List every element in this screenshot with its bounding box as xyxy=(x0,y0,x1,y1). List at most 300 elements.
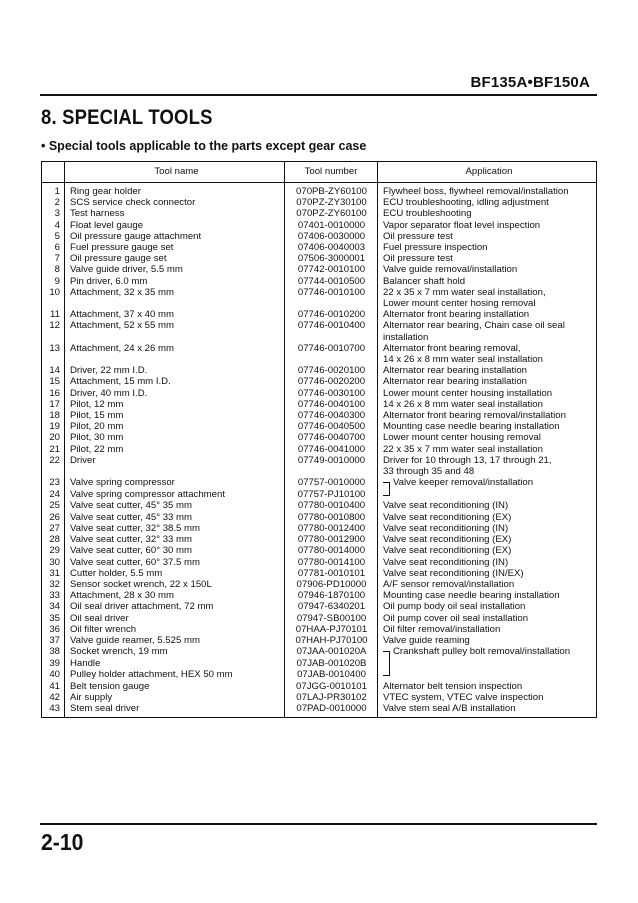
application-line xyxy=(383,220,594,231)
application-line xyxy=(383,590,594,601)
tool-number: 07JAB-001020B xyxy=(285,658,378,669)
table-row xyxy=(42,658,597,669)
tool-name: Pilot, 15 mm xyxy=(65,410,285,421)
tool-application xyxy=(378,613,597,624)
table-row xyxy=(42,242,597,253)
application-text: Balancer shaft hold xyxy=(383,275,466,287)
application-line xyxy=(383,242,594,253)
tool-name: Stem seal driver xyxy=(65,703,285,718)
tool-index: 7 xyxy=(42,253,65,264)
application-line xyxy=(383,466,594,477)
table-row xyxy=(42,376,597,387)
table-row xyxy=(42,534,597,545)
tool-index: 23 xyxy=(42,477,65,489)
application-text: 22 x 35 x 7 mm water seal installation xyxy=(383,443,543,455)
application-text: Valve seat reconditioning (EX) xyxy=(383,534,512,546)
tool-application xyxy=(378,512,597,523)
tool-application xyxy=(378,388,597,399)
group-bracket xyxy=(383,651,390,658)
group-bracket xyxy=(383,669,390,676)
tool-index: 30 xyxy=(42,557,65,568)
table-row xyxy=(42,399,597,410)
tool-application xyxy=(378,309,597,320)
tool-index: 16 xyxy=(42,388,65,399)
table-row xyxy=(42,523,597,534)
tool-name: Socket wrench, 19 mm xyxy=(65,646,285,658)
application-text: Valve guide reaming xyxy=(383,634,470,646)
tool-index: 3 xyxy=(42,208,65,219)
application-line xyxy=(383,579,594,590)
application-text: Oil pump cover oil seal installation xyxy=(383,612,529,624)
tool-name: Oil filter wrench xyxy=(65,624,285,635)
table-row xyxy=(42,421,597,432)
tool-application xyxy=(378,376,597,387)
tool-application xyxy=(378,658,597,669)
table-row xyxy=(42,388,597,399)
application-line xyxy=(383,512,594,523)
tool-application xyxy=(378,624,597,635)
tool-application xyxy=(378,534,597,545)
tool-application xyxy=(378,635,597,646)
table-row xyxy=(42,320,597,342)
application-text: Alternator front bearing installation xyxy=(383,309,530,321)
application-line xyxy=(383,309,594,320)
tool-application xyxy=(378,399,597,410)
application-line xyxy=(383,613,594,624)
application-text: A/F sensor removal/installation xyxy=(383,578,515,590)
tool-application xyxy=(378,601,597,612)
application-text: Lower mount center housing removal xyxy=(383,432,541,444)
tool-number: 070PZ-ZY60100 xyxy=(285,208,378,219)
tool-number: 07401-0010000 xyxy=(285,220,378,231)
table-row xyxy=(42,579,597,590)
table-row xyxy=(42,601,597,612)
tool-name: Attachment, 15 mm I.D. xyxy=(65,376,285,387)
tool-application xyxy=(378,242,597,253)
tool-index: 25 xyxy=(42,500,65,511)
application-text: 33 through 35 and 48 xyxy=(383,466,475,478)
tool-number: 070PZ-ZY30100 xyxy=(285,197,378,208)
application-text: Oil pressure test xyxy=(383,253,453,265)
special-tools-table xyxy=(41,161,597,718)
group-bracket xyxy=(383,482,390,489)
tool-number: 07746-0040100 xyxy=(285,399,378,410)
tool-application xyxy=(378,455,597,477)
tool-application xyxy=(378,477,597,489)
tool-number: 07506-3000001 xyxy=(285,253,378,264)
tool-number: 07746-0010700 xyxy=(285,343,378,365)
application-text: Valve seat reconditioning (IN) xyxy=(383,500,509,512)
table-row xyxy=(42,197,597,208)
tool-index: 12 xyxy=(42,320,65,342)
application-line xyxy=(383,534,594,545)
tool-name: Valve seat cutter, 60° 37.5 mm xyxy=(65,557,285,568)
header-tool-name: Tool name xyxy=(65,162,285,183)
tool-application xyxy=(378,646,597,658)
header-tool-number: Tool number xyxy=(285,162,378,183)
tool-index: 2 xyxy=(42,197,65,208)
application-line xyxy=(383,354,594,365)
tool-application xyxy=(378,264,597,275)
tool-index: 10 xyxy=(42,287,65,309)
tool-application xyxy=(378,410,597,421)
application-line xyxy=(383,601,594,612)
tool-name: Driver, 40 mm I.D. xyxy=(65,388,285,399)
tool-index: 42 xyxy=(42,692,65,703)
table-row xyxy=(42,477,597,489)
tool-number: 07746-0020100 xyxy=(285,365,378,376)
tool-number: 07780-0014100 xyxy=(285,557,378,568)
tool-index: 35 xyxy=(42,613,65,624)
application-text: Mounting case needle bearing installation xyxy=(383,421,560,433)
application-text: Alternator front bearing removal/installation xyxy=(383,410,566,422)
application-line xyxy=(383,343,594,354)
application-line xyxy=(383,557,594,568)
tool-index: 14 xyxy=(42,365,65,376)
application-line xyxy=(383,231,594,242)
tool-name: Cutter holder, 5.5 mm xyxy=(65,568,285,579)
top-divider xyxy=(40,94,597,96)
application-text: Fuel pressure inspection xyxy=(383,242,488,254)
tool-name: Handle xyxy=(65,658,285,669)
tool-number: 07746-0040500 xyxy=(285,421,378,432)
tool-name: Valve seat cutter, 45° 33 mm xyxy=(65,512,285,523)
table-row xyxy=(42,646,597,658)
tool-index: 32 xyxy=(42,579,65,590)
application-text: Valve guide removal/installation xyxy=(383,264,518,276)
table-row xyxy=(42,692,597,703)
table-row xyxy=(42,624,597,635)
tool-index: 9 xyxy=(42,276,65,287)
tool-index: 20 xyxy=(42,432,65,443)
table-row xyxy=(42,410,597,421)
tool-name: Valve spring compressor xyxy=(65,477,285,489)
tool-name: Sensor socket wrench, 22 x 150L xyxy=(65,579,285,590)
tool-name: Pilot, 20 mm xyxy=(65,421,285,432)
table-row xyxy=(42,220,597,231)
tool-name: Valve guide driver, 5.5 mm xyxy=(65,264,285,275)
application-line xyxy=(383,692,594,703)
application-line xyxy=(383,658,594,669)
application-text: Alternator belt tension inspection xyxy=(383,680,523,692)
tool-number: 07780-0014000 xyxy=(285,545,378,556)
table-row xyxy=(42,287,597,309)
tool-number: 07757-PJ10100 xyxy=(285,489,378,500)
tool-name: Valve guide reamer, 5.525 mm xyxy=(65,635,285,646)
tool-index: 31 xyxy=(42,568,65,579)
tool-index: 43 xyxy=(42,703,65,718)
application-text: 14 x 26 x 8 mm water seal installation xyxy=(383,354,543,366)
tool-application xyxy=(378,557,597,568)
tool-application xyxy=(378,669,597,680)
application-text: Crankshaft pulley bolt removal/installation xyxy=(393,646,571,658)
tool-application xyxy=(378,579,597,590)
table-row xyxy=(42,681,597,692)
table-row xyxy=(42,703,597,718)
application-text: Valve keeper removal/installation xyxy=(393,477,534,489)
application-text: ECU troubleshooting, idling adjustment xyxy=(383,197,549,209)
application-line xyxy=(383,388,594,399)
tool-name: Valve seat cutter, 60° 30 mm xyxy=(65,545,285,556)
application-text: ECU troubleshooting xyxy=(383,208,472,220)
tool-application xyxy=(378,276,597,287)
tool-application xyxy=(378,287,597,309)
tool-number: 07746-0020200 xyxy=(285,376,378,387)
application-line xyxy=(383,489,594,500)
tool-index: 40 xyxy=(42,669,65,680)
tool-number: 070PB-ZY60100 xyxy=(285,183,378,198)
tool-index: 22 xyxy=(42,455,65,477)
tool-index: 24 xyxy=(42,489,65,500)
header-application: Application xyxy=(378,162,597,183)
table-row xyxy=(42,444,597,455)
tool-number: 07746-0040300 xyxy=(285,410,378,421)
tool-index: 38 xyxy=(42,646,65,658)
tool-number: 07746-0010100 xyxy=(285,287,378,309)
tool-number: 07JAB-0010400 xyxy=(285,669,378,680)
tool-name: Attachment, 37 x 40 mm xyxy=(65,309,285,320)
tool-name: Attachment, 28 x 30 mm xyxy=(65,590,285,601)
tool-number: 07746-0010400 xyxy=(285,320,378,342)
tool-application xyxy=(378,500,597,511)
tool-number: 07947-SB00100 xyxy=(285,613,378,624)
tool-number: 07746-0041000 xyxy=(285,444,378,455)
application-line xyxy=(383,332,594,343)
table-row xyxy=(42,365,597,376)
application-line xyxy=(383,624,594,635)
tool-name: Valve spring compressor attachment xyxy=(65,489,285,500)
application-text: Valve stem seal A/B installation xyxy=(383,702,516,714)
group-bracket xyxy=(383,658,390,669)
application-line xyxy=(383,197,594,208)
table-row xyxy=(42,309,597,320)
tool-index: 27 xyxy=(42,523,65,534)
table-body xyxy=(42,183,597,718)
tool-index: 11 xyxy=(42,309,65,320)
application-text: Oil pressure test xyxy=(383,230,453,242)
tool-application xyxy=(378,197,597,208)
page-number: 2-10 xyxy=(41,829,84,855)
tool-index: 8 xyxy=(42,264,65,275)
tool-name: Float level gauge xyxy=(65,220,285,231)
table-row xyxy=(42,669,597,680)
tool-application xyxy=(378,545,597,556)
tool-name: Valve seat cutter, 32° 38.5 mm xyxy=(65,523,285,534)
table-row xyxy=(42,557,597,568)
tool-name: Pilot, 30 mm xyxy=(65,432,285,443)
tool-name: Valve seat cutter, 32° 33 mm xyxy=(65,534,285,545)
tool-number: 07757-0010000 xyxy=(285,477,378,489)
tool-number: 07JGG-0010101 xyxy=(285,681,378,692)
group-bracket xyxy=(383,489,390,496)
tool-index: 29 xyxy=(42,545,65,556)
application-text: Alternator rear bearing installation xyxy=(383,365,527,377)
tool-name: Driver, 22 mm I.D. xyxy=(65,365,285,376)
application-line xyxy=(383,276,594,287)
tool-index: 17 xyxy=(42,399,65,410)
application-line xyxy=(383,264,594,275)
table-row xyxy=(42,183,597,198)
tool-application xyxy=(378,365,597,376)
application-line xyxy=(383,287,594,298)
application-line xyxy=(383,410,594,421)
application-line xyxy=(383,646,594,658)
model-header: BF135A•BF150A xyxy=(470,74,590,91)
application-text: Flywheel boss, flywheel removal/installation xyxy=(383,186,569,197)
tool-index: 33 xyxy=(42,590,65,601)
tool-number: 07742-0010100 xyxy=(285,264,378,275)
application-text: Valve seat reconditioning (IN) xyxy=(383,522,509,534)
application-line xyxy=(383,298,594,309)
table-row xyxy=(42,276,597,287)
tool-index: 21 xyxy=(42,444,65,455)
application-line xyxy=(383,253,594,264)
tool-name: Pin driver, 6.0 mm xyxy=(65,276,285,287)
application-line xyxy=(383,455,594,466)
tool-name: Attachment, 32 x 35 mm xyxy=(65,287,285,309)
application-line xyxy=(383,681,594,692)
tool-index: 13 xyxy=(42,343,65,365)
tool-application xyxy=(378,183,597,198)
tool-application xyxy=(378,421,597,432)
bottom-divider xyxy=(40,823,597,825)
section-subtitle: • Special tools applicable to the parts except gear case xyxy=(41,139,367,153)
table-row xyxy=(42,512,597,523)
tool-number: 07744-0010500 xyxy=(285,276,378,287)
application-line xyxy=(383,500,594,511)
tool-name: Attachment, 24 x 26 mm xyxy=(65,343,285,365)
tool-index: 39 xyxy=(42,658,65,669)
tool-index: 37 xyxy=(42,635,65,646)
tool-name: Driver xyxy=(65,455,285,477)
tool-name: Oil pressure gauge attachment xyxy=(65,231,285,242)
tool-number: 07947-6340201 xyxy=(285,601,378,612)
application-line xyxy=(383,669,594,680)
tool-application xyxy=(378,568,597,579)
tool-number: 07PAD-0010000 xyxy=(285,703,378,718)
tool-number: 07406-0040003 xyxy=(285,242,378,253)
application-text: Alternator rear bearing installation xyxy=(383,376,527,388)
tool-application xyxy=(378,208,597,219)
application-line xyxy=(383,376,594,387)
header-no xyxy=(42,162,65,183)
application-text: Valve seat reconditioning (IN/EX) xyxy=(383,567,524,579)
tool-name: Air supply xyxy=(65,692,285,703)
tool-index: 34 xyxy=(42,601,65,612)
tool-index: 41 xyxy=(42,681,65,692)
tool-name: Oil seal driver attachment, 72 mm xyxy=(65,601,285,612)
application-line xyxy=(383,186,594,197)
tool-application xyxy=(378,523,597,534)
tool-application xyxy=(378,703,597,718)
tool-number: 07JAA-001020A xyxy=(285,646,378,658)
tool-number: 07780-0010400 xyxy=(285,500,378,511)
application-text: 14 x 26 x 8 mm water seal installation xyxy=(383,398,543,410)
application-text: Lower mount center housing installation xyxy=(383,387,553,399)
tool-name: Pulley holder attachment, HEX 50 mm xyxy=(65,669,285,680)
table-header-row xyxy=(42,162,597,183)
tool-number: 07746-0010200 xyxy=(285,309,378,320)
table-row xyxy=(42,208,597,219)
application-line xyxy=(383,421,594,432)
tool-name: Pilot, 12 mm xyxy=(65,399,285,410)
application-text: VTEC system, VTEC valve inspection xyxy=(383,691,544,703)
tool-name: SCS service check connector xyxy=(65,197,285,208)
application-text: installation xyxy=(383,331,429,343)
tool-name: Belt tension gauge xyxy=(65,681,285,692)
tool-number: 07781-0010101 xyxy=(285,568,378,579)
tool-application xyxy=(378,444,597,455)
tool-name: Valve seat cutter, 45° 35 mm xyxy=(65,500,285,511)
table-row xyxy=(42,500,597,511)
tool-application xyxy=(378,343,597,365)
tool-application xyxy=(378,220,597,231)
tool-number: 07780-0010800 xyxy=(285,512,378,523)
page-title: 8. SPECIAL TOOLS xyxy=(41,106,213,129)
table-row xyxy=(42,489,597,500)
tool-index: 19 xyxy=(42,421,65,432)
tool-number: 07HAH-PJ70100 xyxy=(285,635,378,646)
tool-index: 15 xyxy=(42,376,65,387)
tool-number: 07LAJ-PR30102 xyxy=(285,692,378,703)
tool-number: 07746-0030100 xyxy=(285,388,378,399)
tool-index: 6 xyxy=(42,242,65,253)
table-row xyxy=(42,264,597,275)
application-text: Oil pump body oil seal installation xyxy=(383,601,526,613)
application-text: Driver for 10 through 13, 17 through 21, xyxy=(383,454,552,466)
tool-application xyxy=(378,590,597,601)
application-line xyxy=(383,568,594,579)
application-line xyxy=(383,545,594,556)
tool-number: 07780-0012400 xyxy=(285,523,378,534)
tool-name: Test harness xyxy=(65,208,285,219)
tool-number: 07946-1870100 xyxy=(285,590,378,601)
application-text: Lower mount center hosing removal xyxy=(383,298,536,310)
tool-number: 07746-0040700 xyxy=(285,432,378,443)
tool-application xyxy=(378,231,597,242)
application-text: Alternator rear bearing, Chain case oil seal xyxy=(383,320,565,332)
application-line xyxy=(383,399,594,410)
tool-name: Oil pressure gauge set xyxy=(65,253,285,264)
table-row xyxy=(42,590,597,601)
table-row xyxy=(42,343,597,365)
tool-application xyxy=(378,253,597,264)
application-line xyxy=(383,320,594,331)
application-line xyxy=(383,365,594,376)
table-row xyxy=(42,231,597,242)
application-line xyxy=(383,432,594,443)
application-text: Valve seat reconditioning (EX) xyxy=(383,511,512,523)
tool-number: 07906-PD10000 xyxy=(285,579,378,590)
tool-number: 07406-0030000 xyxy=(285,231,378,242)
application-line xyxy=(383,477,594,489)
tool-index: 5 xyxy=(42,231,65,242)
table-row xyxy=(42,253,597,264)
tool-index: 18 xyxy=(42,410,65,421)
application-line xyxy=(383,635,594,646)
table-row xyxy=(42,455,597,477)
tool-name: Oil seal driver xyxy=(65,613,285,624)
tool-application xyxy=(378,489,597,500)
application-text: Alternator front bearing removal, xyxy=(383,342,521,354)
application-text: 22 x 35 x 7 mm water seal installation, xyxy=(383,286,546,298)
table-row xyxy=(42,635,597,646)
table-row xyxy=(42,432,597,443)
tool-number: 07780-0012900 xyxy=(285,534,378,545)
application-text: Vapor separator float level inspection xyxy=(383,219,541,231)
application-text: Oil filter removal/installation xyxy=(383,623,501,635)
application-text: Valve seat reconditioning (EX) xyxy=(383,545,512,557)
